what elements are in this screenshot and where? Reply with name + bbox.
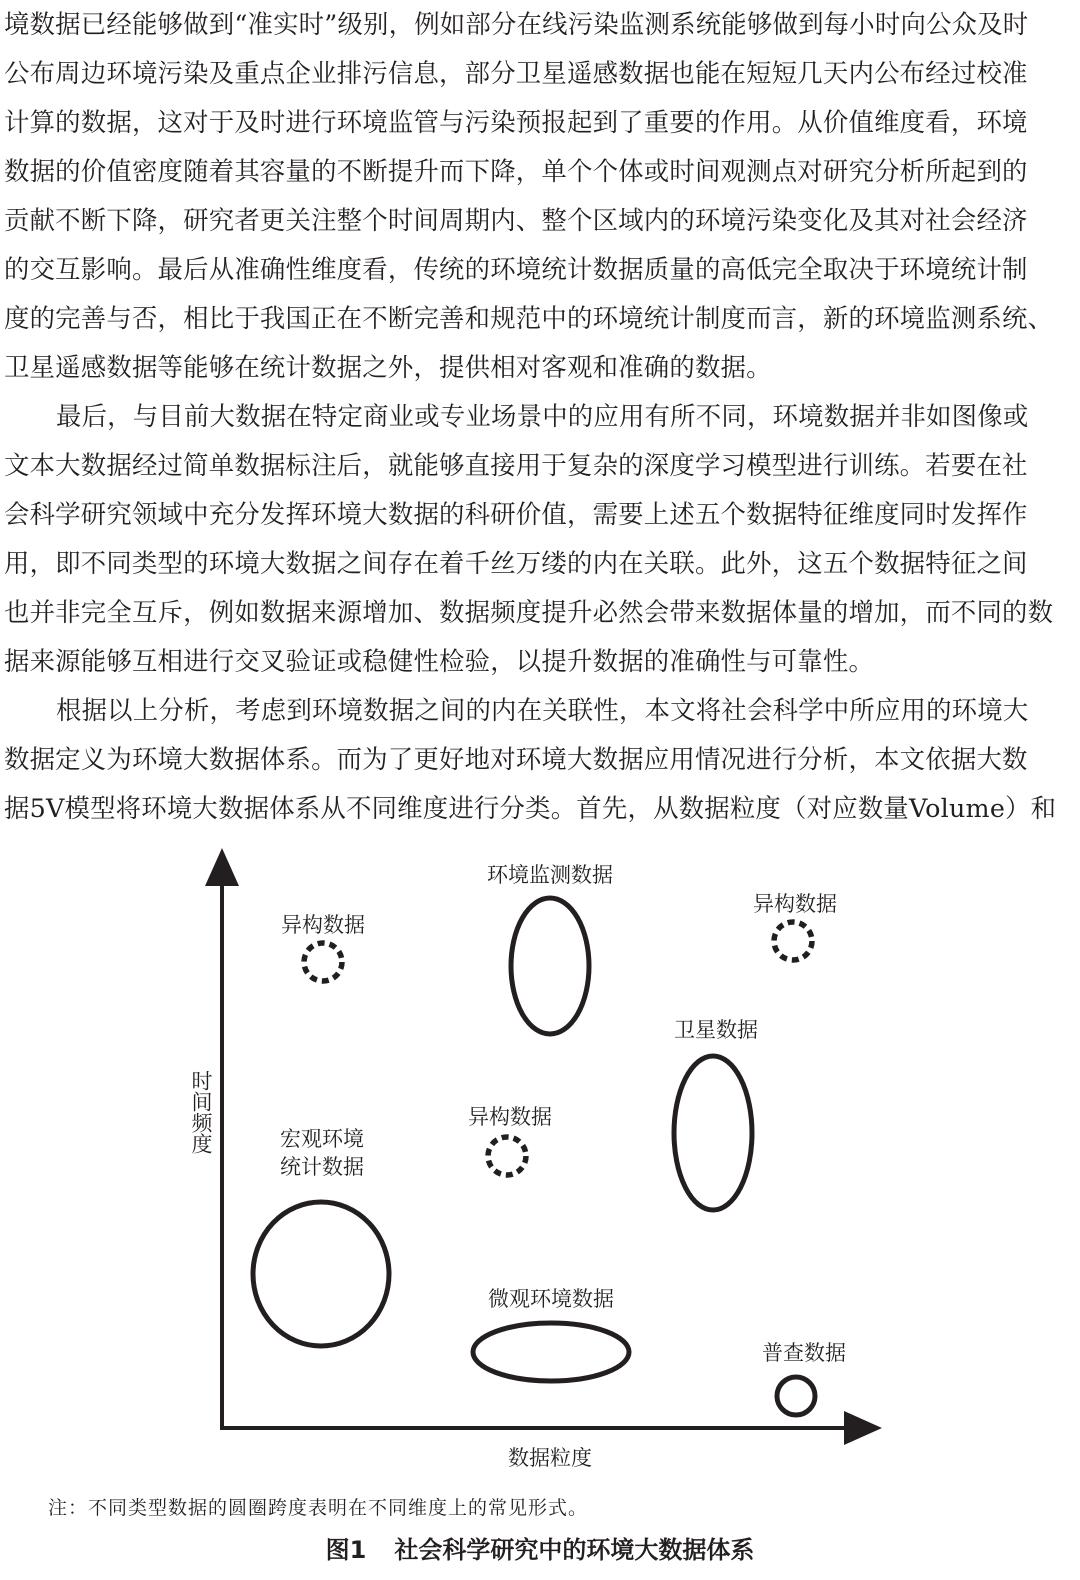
micro-data-ellipse xyxy=(473,1323,629,1381)
hetero-data-dashed-circle-top-right xyxy=(774,922,812,960)
census-data-label: 普查数据 xyxy=(762,1341,846,1365)
body-line: 数据定义为环境大数据体系。而为了更好地对环境大数据应用情况进行分析，本文依据大数 xyxy=(4,744,1028,774)
body-line: 用，即不同类型的环境大数据之间存在着千丝万缕的内在关联。此外，这五个数据特征之间 xyxy=(4,548,1028,578)
satellite-data-ellipse xyxy=(674,1056,752,1210)
hetero-data-dashed-circle-middle xyxy=(488,1137,526,1175)
macro-stat-data-label-line1: 宏观环境 xyxy=(280,1127,364,1151)
x-axis-arrowhead xyxy=(844,1411,882,1445)
body-line: 卫星遥感数据等能够在统计数据之外，提供相对客观和准确的数据。 xyxy=(4,352,772,382)
body-line: 贡献不断下降，研究者更关注整个时间周期内、整个区域内的环境污染变化及其对社会经济 xyxy=(4,205,1028,235)
micro-data-label: 微观环境数据 xyxy=(488,1287,614,1311)
body-line: 也并非完全互斥，例如数据来源增加、数据频度提升必然会带来数据体量的增加，而不同的数 xyxy=(4,597,1054,627)
figure-note: 注：不同类型数据的圆圈跨度表明在不同维度上的常见形式。 xyxy=(48,1497,589,1519)
body-line: 据来源能够互相进行交叉验证或稳健性检验，以提升数据的准确性与可靠性。 xyxy=(4,646,875,676)
body-line: 计算的数据，这对于及时进行环境监管与污染预报起到了重要的作用。从价值维度看，环境 xyxy=(4,107,1028,137)
body-line-paragraph-start: 根据以上分析，考虑到环境数据之间的内在关联性，本文将社会科学中所应用的环境大 xyxy=(56,695,1029,725)
satellite-data-label: 卫星数据 xyxy=(674,1018,758,1042)
body-line: 境数据已经能够做到“准实时”级别，例如部分在线污染监测系统能够做到每小时向公众及时 xyxy=(4,9,1029,39)
figure-caption xyxy=(0,1530,1080,1565)
macro-stat-data-ellipse xyxy=(253,1202,389,1346)
macro-stat-data-label-line2: 统计数据 xyxy=(280,1155,364,1179)
body-line: 数据的价值密度随着其容量的不断提升而下降，单个个体或时间观测点对研究分析所起到的 xyxy=(4,156,1028,186)
body-line: 文本大数据经过简单数据标注后，就能够直接用于复杂的深度学习模型进行训练。若要在社 xyxy=(4,450,1028,480)
monitoring-data-label: 环境监测数据 xyxy=(487,863,613,887)
hetero-data-label-middle: 异构数据 xyxy=(468,1105,552,1129)
body-line: 度的完善与否，相比于我国正在不断完善和规范中的环境统计制度而言，新的环境监测系统、 xyxy=(4,303,1054,333)
census-data-circle xyxy=(777,1377,815,1415)
body-line: 据5V模型将环境大数据体系从不同维度进行分类。首先，从数据粒度（对应数量Volume）和 xyxy=(4,793,1057,823)
body-line: 的交互影响。最后从准确性维度看，传统的环境统计数据质量的高低完全取决于环境统计制 xyxy=(4,254,1028,284)
body-line: 公布周边环境污染及重点企业排污信息，部分卫星遥感数据也能在短短几天内公布经过校准 xyxy=(4,58,1028,88)
environmental-big-data-diagram xyxy=(0,840,1080,1490)
y-axis-label: 时间频度 xyxy=(189,1070,213,1154)
monitoring-data-ellipse xyxy=(511,898,589,1034)
x-axis-label: 数据粒度 xyxy=(508,1446,592,1470)
body-line: 会科学研究领域中充分发挥环境大数据的科研价值，需要上述五个数据特征维度同时发挥作 xyxy=(4,499,1028,529)
body-line-paragraph-start: 最后，与目前大数据在特定商业或专业场景中的应用有所不同，环境数据并非如图像或 xyxy=(56,401,1029,431)
figure-title: 社会科学研究中的环境大数据体系 xyxy=(394,1536,755,1564)
hetero-data-label-top-right: 异构数据 xyxy=(753,892,837,916)
y-axis-arrowhead xyxy=(205,848,239,886)
hetero-data-dashed-circle-top-left xyxy=(304,943,342,981)
body-text xyxy=(4,0,1074,833)
figure-number: 图1 xyxy=(325,1536,367,1564)
hetero-data-label-top-left: 异构数据 xyxy=(281,913,365,937)
